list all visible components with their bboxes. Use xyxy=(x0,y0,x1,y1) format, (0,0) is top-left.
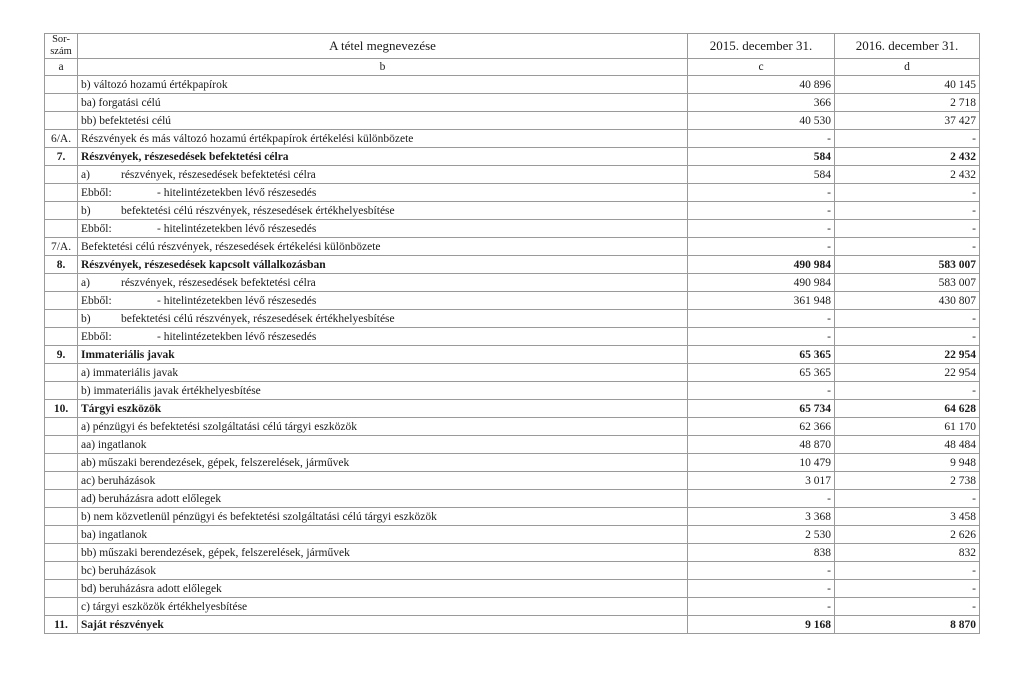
header-row xyxy=(45,34,980,59)
row-label xyxy=(78,508,688,526)
header-row-number: Sor- szám xyxy=(45,34,78,59)
column-letter-d: d xyxy=(835,59,980,76)
value-2016: - xyxy=(835,382,980,400)
value-2015: 490 984 xyxy=(688,274,835,292)
row-label-text: Részvények és más változó hozamú értékpapírok értékelési különbözete xyxy=(81,132,414,145)
value-2015: 3 017 xyxy=(688,472,835,490)
value-2015: 40 530 xyxy=(688,112,835,130)
row-number xyxy=(45,544,78,562)
row-label-text: részvények, részesedések befektetési célra xyxy=(121,168,316,181)
row-number xyxy=(45,202,78,220)
value-2015: - xyxy=(688,220,835,238)
value-2015: 2 530 xyxy=(688,526,835,544)
row-label-text: c) tárgyi eszközök értékhelyesbítése xyxy=(81,600,248,613)
row-number xyxy=(45,220,78,238)
row-label-text: ab) műszaki berendezések, gépek, felszerelések, járművek xyxy=(81,456,350,469)
value-2015: - xyxy=(688,490,835,508)
row-number xyxy=(45,76,78,94)
row-label-text: ba) forgatási célú xyxy=(81,96,161,109)
row-number xyxy=(45,364,78,382)
row-number: 9. xyxy=(45,346,78,364)
row-label xyxy=(78,76,688,94)
value-2015: 366 xyxy=(688,94,835,112)
value-2016: - xyxy=(835,562,980,580)
value-2015: 40 896 xyxy=(688,76,835,94)
row-number: 10. xyxy=(45,400,78,418)
table-row xyxy=(45,238,980,256)
row-label-text: Befektetési célú részvények, részesedések értékelési különbözete xyxy=(81,240,381,253)
row-label xyxy=(78,382,688,400)
value-2015: - xyxy=(688,328,835,346)
table-row xyxy=(45,310,980,328)
value-2016: - xyxy=(835,490,980,508)
row-number xyxy=(45,418,78,436)
table-row xyxy=(45,256,980,274)
value-2015: - xyxy=(688,238,835,256)
row-number xyxy=(45,454,78,472)
value-2016: 3 458 xyxy=(835,508,980,526)
value-2016: 583 007 xyxy=(835,274,980,292)
value-2015: 490 984 xyxy=(688,256,835,274)
table-row xyxy=(45,544,980,562)
ebbol-label: Ebből: xyxy=(81,330,112,343)
row-number xyxy=(45,436,78,454)
row-label xyxy=(78,436,688,454)
row-label xyxy=(78,346,688,364)
sub-marker: b) xyxy=(81,204,91,217)
row-label-text: b) változó hozamú értékpapírok xyxy=(81,78,228,91)
table-row xyxy=(45,580,980,598)
table-row xyxy=(45,148,980,166)
table-row xyxy=(45,94,980,112)
table-row xyxy=(45,562,980,580)
row-number xyxy=(45,598,78,616)
row-number xyxy=(45,490,78,508)
value-2016: 48 484 xyxy=(835,436,980,454)
row-number xyxy=(45,526,78,544)
value-2015: - xyxy=(688,130,835,148)
row-label xyxy=(78,364,688,382)
row-label xyxy=(78,544,688,562)
row-label-text: bb) befektetési célú xyxy=(81,114,172,127)
row-label-text: befektetési célú részvények, részesedések értékhelyesbítése xyxy=(121,204,395,217)
value-2016: 2 432 xyxy=(835,148,980,166)
row-label xyxy=(78,580,688,598)
table-row xyxy=(45,130,980,148)
value-2016: 832 xyxy=(835,544,980,562)
row-number xyxy=(45,166,78,184)
row-label-text: részvények, részesedések befektetési célra xyxy=(121,276,316,289)
value-2015: 48 870 xyxy=(688,436,835,454)
row-number xyxy=(45,562,78,580)
table-row xyxy=(45,418,980,436)
row-label-text: Részvények, részesedések kapcsolt vállalkozásban xyxy=(81,258,326,271)
value-2016: 2 432 xyxy=(835,166,980,184)
row-label xyxy=(78,220,688,238)
value-2015: - xyxy=(688,382,835,400)
table-row xyxy=(45,508,980,526)
column-letter-row xyxy=(45,59,980,76)
table-row xyxy=(45,166,980,184)
value-2015: 584 xyxy=(688,166,835,184)
row-label xyxy=(78,94,688,112)
row-label-text: a) immateriális javak xyxy=(81,366,179,379)
row-label-text: Tárgyi eszközök xyxy=(81,402,162,415)
row-label-text: a) pénzügyi és befektetési szolgáltatási célú tárgyi eszközök xyxy=(81,420,357,433)
row-number xyxy=(45,328,78,346)
row-label-text: ba) ingatlanok xyxy=(81,528,148,541)
row-number: 8. xyxy=(45,256,78,274)
row-label-text: ac) beruházások xyxy=(81,474,156,487)
value-2016: 22 954 xyxy=(835,346,980,364)
row-number xyxy=(45,382,78,400)
value-2016: - xyxy=(835,238,980,256)
row-label xyxy=(78,598,688,616)
row-label xyxy=(78,274,688,292)
row-label xyxy=(78,562,688,580)
row-label-text: Immateriális javak xyxy=(81,348,175,361)
row-number xyxy=(45,184,78,202)
table-row xyxy=(45,292,980,310)
table-row xyxy=(45,400,980,418)
column-letter-b: b xyxy=(78,59,688,76)
row-label-text: Saját részvények xyxy=(81,618,164,631)
row-label-text: b) nem közvetlenül pénzügyi és befektetési szolgáltatási célú tárgyi eszközök xyxy=(81,510,437,523)
row-number xyxy=(45,508,78,526)
row-label xyxy=(78,148,688,166)
value-2016: - xyxy=(835,184,980,202)
row-label-text: bd) beruházásra adott előlegek xyxy=(81,582,222,595)
value-2016: 9 948 xyxy=(835,454,980,472)
table-row xyxy=(45,454,980,472)
table-row xyxy=(45,274,980,292)
table-body xyxy=(45,76,980,634)
value-2015: 65 365 xyxy=(688,346,835,364)
row-label-text: bc) beruházások xyxy=(81,564,157,577)
ebbol-label: Ebből: xyxy=(81,186,112,199)
row-label-text: - hitelintézetekben lévő részesedés xyxy=(157,294,317,307)
value-2016: 430 807 xyxy=(835,292,980,310)
table-row xyxy=(45,436,980,454)
value-2016: - xyxy=(835,580,980,598)
row-label-text: ad) beruházásra adott előlegek xyxy=(81,492,222,505)
row-label-text: b) immateriális javak értékhelyesbítése xyxy=(81,384,261,397)
row-label-text: befektetési célú részvények, részesedések értékhelyesbítése xyxy=(121,312,395,325)
value-2015: - xyxy=(688,184,835,202)
table-row xyxy=(45,220,980,238)
value-2015: 65 365 xyxy=(688,364,835,382)
value-2016: - xyxy=(835,310,980,328)
row-label-text: aa) ingatlanok xyxy=(81,438,147,451)
balance-sheet-table xyxy=(44,33,980,634)
value-2015: - xyxy=(688,562,835,580)
value-2015: 65 734 xyxy=(688,400,835,418)
table-row xyxy=(45,364,980,382)
value-2015: 584 xyxy=(688,148,835,166)
value-2015: 62 366 xyxy=(688,418,835,436)
table-row xyxy=(45,76,980,94)
value-2016: 37 427 xyxy=(835,112,980,130)
value-2015: 361 948 xyxy=(688,292,835,310)
value-2016: 61 170 xyxy=(835,418,980,436)
table-row xyxy=(45,382,980,400)
row-number xyxy=(45,580,78,598)
ebbol-label: Ebből: xyxy=(81,222,112,235)
table-row xyxy=(45,598,980,616)
row-label xyxy=(78,310,688,328)
sub-marker: a) xyxy=(81,276,90,289)
row-label xyxy=(78,130,688,148)
row-label xyxy=(78,292,688,310)
column-letter-a: a xyxy=(45,59,78,76)
row-number xyxy=(45,292,78,310)
table-row xyxy=(45,346,980,364)
row-number: 11. xyxy=(45,616,78,634)
value-2016: 40 145 xyxy=(835,76,980,94)
row-number xyxy=(45,274,78,292)
value-2016: 2 738 xyxy=(835,472,980,490)
row-number xyxy=(45,310,78,328)
column-letter-c: c xyxy=(688,59,835,76)
row-number: 7. xyxy=(45,148,78,166)
value-2016: 64 628 xyxy=(835,400,980,418)
table-row xyxy=(45,184,980,202)
value-2016: 2 718 xyxy=(835,94,980,112)
row-number xyxy=(45,112,78,130)
value-2016: - xyxy=(835,220,980,238)
value-2016: - xyxy=(835,598,980,616)
row-label xyxy=(78,616,688,634)
value-2015: - xyxy=(688,580,835,598)
value-2015: - xyxy=(688,598,835,616)
value-2016: 583 007 xyxy=(835,256,980,274)
sub-marker: a) xyxy=(81,168,90,181)
value-2015: - xyxy=(688,310,835,328)
row-label-text: - hitelintézetekben lévő részesedés xyxy=(157,186,317,199)
table-row xyxy=(45,616,980,634)
table-row xyxy=(45,112,980,130)
value-2015: 3 368 xyxy=(688,508,835,526)
row-number: 7/A. xyxy=(45,238,78,256)
row-label xyxy=(78,490,688,508)
value-2016: - xyxy=(835,202,980,220)
value-2015: - xyxy=(688,202,835,220)
value-2015: 9 168 xyxy=(688,616,835,634)
value-2016: - xyxy=(835,130,980,148)
row-number xyxy=(45,94,78,112)
table-row xyxy=(45,526,980,544)
row-label xyxy=(78,328,688,346)
row-label xyxy=(78,256,688,274)
row-label-text: - hitelintézetekben lévő részesedés xyxy=(157,222,317,235)
row-label-text: Részvények, részesedések befektetési célra xyxy=(81,150,289,163)
header-2016: 2016. december 31. xyxy=(835,34,980,59)
value-2015: 10 479 xyxy=(688,454,835,472)
table-row xyxy=(45,202,980,220)
row-label xyxy=(78,112,688,130)
table-row xyxy=(45,472,980,490)
row-label-text: bb) műszaki berendezések, gépek, felszerelések, járművek xyxy=(81,546,350,559)
header-2015: 2015. december 31. xyxy=(688,34,835,59)
table-row xyxy=(45,490,980,508)
ebbol-label: Ebből: xyxy=(81,294,112,307)
row-label xyxy=(78,166,688,184)
value-2016: 2 626 xyxy=(835,526,980,544)
row-label xyxy=(78,526,688,544)
row-label xyxy=(78,454,688,472)
row-label xyxy=(78,184,688,202)
value-2016: - xyxy=(835,328,980,346)
header-item-name: A tétel megnevezése xyxy=(78,34,688,59)
value-2015: 838 xyxy=(688,544,835,562)
row-label-text: - hitelintézetekben lévő részesedés xyxy=(157,330,317,343)
value-2016: 8 870 xyxy=(835,616,980,634)
row-label xyxy=(78,418,688,436)
row-label xyxy=(78,400,688,418)
row-label xyxy=(78,472,688,490)
table-row xyxy=(45,328,980,346)
value-2016: 22 954 xyxy=(835,364,980,382)
row-label xyxy=(78,238,688,256)
row-number: 6/A. xyxy=(45,130,78,148)
sub-marker: b) xyxy=(81,312,91,325)
row-label xyxy=(78,202,688,220)
row-number xyxy=(45,472,78,490)
